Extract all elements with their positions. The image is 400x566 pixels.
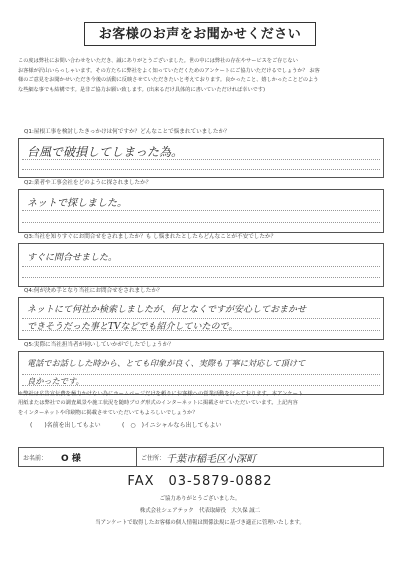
note-line: をインターネットや印刷物に掲載させていただいてもよろしいでしょうか？	[18, 409, 198, 416]
intro-line: 様のご意見をお聞かせいただき今後の活動に反映させていただきたいと考えております。良かったこと、嬉しかったことどのよう	[18, 77, 319, 84]
answer-3-line: すぐに問合せました。	[27, 253, 118, 263]
answer-3-box	[18, 243, 384, 287]
answer-5-line: 良かったです。	[27, 376, 84, 386]
question-3-section	[18, 233, 384, 287]
company-info: 株式会社シェアテック 代表取締役 大久保 誠二	[139, 508, 261, 514]
question-1-section	[18, 128, 384, 178]
answer-1-line: 台風で破損してしまった為。	[27, 145, 184, 159]
question-1-text: Q1:屋根工事を検討したきっかけは何ですか？どんなことで悩まれていましたか？	[24, 129, 230, 135]
note-line: 用紙または弊社での調査風景や施工状況を随時ブログ形式のインターネットに掲載させていただいています。上記内容	[18, 400, 298, 407]
answer-2-box	[18, 189, 384, 233]
address-label: ご住所：	[141, 455, 166, 462]
intro-line: な些細な事でも結構です。是非ご協力お願い致します。(出来るだけ具体的に書いていただければ幸いです)	[18, 86, 266, 93]
divider	[136, 448, 137, 466]
name-value: O 様	[61, 454, 81, 464]
question-2-text: Q2:業者や工事会社をどのように探されましたか？	[24, 180, 152, 186]
privacy-notice: 当アンケートで取得したお客様の個人情報は関係法規に基づき適正に管理いたします。	[95, 520, 305, 526]
page-title: お客様のお声をお聞かせください	[84, 22, 316, 46]
question-4-section	[18, 287, 384, 340]
note-line: ＊弊社は広告宣伝費を極力かけない為にホームページだけを頼りにお客様への営業活動を行っております。本アンケート	[18, 391, 304, 397]
answer-4-line: できそうだった事とTVなどでも紹介していたので。	[27, 322, 238, 332]
question-3-text: Q3:当社を知りすぐにお問合せをされましたか？も し悩まれたとしたらどんなことが不安でしたか？	[24, 234, 277, 240]
answer-4-box	[18, 297, 384, 340]
answer-4-line: ネットにて何社か検索しましたが、何となくですが安心しておまかせ	[27, 305, 307, 315]
intro-line: この度は弊社にお問い合わせをいただき、誠にありがとうございました。世の中には弊社の存在やサービスをご存じない	[18, 58, 298, 64]
intro-line: お客様が沢山いらっしゃいます。その方たちに弊社をよく知っていただくためのアンケートにご協力いただけるでしょうか？ お客	[18, 67, 320, 74]
thanks-text: ご協力ありがとうございました。	[159, 496, 241, 502]
intro-text	[18, 57, 384, 95]
address-value: 千葉市稲毛区小深町	[166, 454, 256, 465]
consent-name-option: ( )名前を出してもよい	[30, 422, 101, 429]
question-2-section	[18, 179, 384, 233]
name-label: お名前：	[23, 455, 48, 462]
question-4-text: Q4:何が決め手となり当社にお問合せをされましたか？	[24, 288, 163, 294]
answer-1-box	[18, 138, 384, 178]
answer-5-line: 電話でお話しした時から、とても印象が良く、実際も丁寧に対応して頂けて	[27, 358, 306, 368]
question-5-section	[18, 341, 384, 395]
customer-info-box	[18, 447, 384, 467]
publication-note	[18, 390, 384, 418]
fax-number: FAX 03-5879-0882	[127, 474, 273, 489]
consent-initial-option: ( ○ )イニシャルなら出してもよい	[122, 422, 222, 429]
answer-2-line: ネットで探しました。	[27, 198, 127, 209]
answer-5-box	[18, 351, 384, 395]
question-5-text: Q5:実際に当社担当者が伺いしていかがでしたでしょうか？	[24, 342, 174, 348]
